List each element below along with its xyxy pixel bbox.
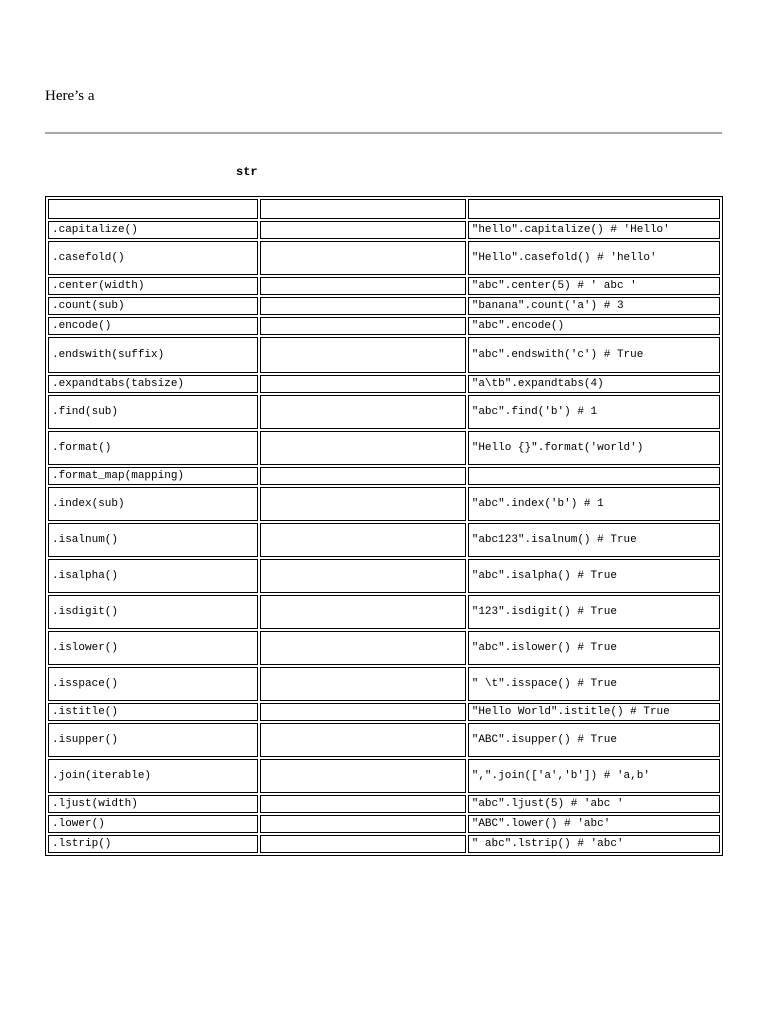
example-cell: "hello".capitalize() # 'Hello' bbox=[468, 221, 720, 239]
description-cell bbox=[260, 795, 466, 813]
example-cell: "abc".ljust(5) # 'abc ' bbox=[468, 795, 720, 813]
table-row bbox=[48, 595, 720, 629]
method-cell: .join(iterable) bbox=[48, 759, 258, 793]
description-cell bbox=[260, 241, 466, 275]
table-row bbox=[48, 667, 720, 701]
header-cell-method bbox=[48, 199, 258, 219]
description-cell bbox=[260, 835, 466, 853]
example-cell: "abc".isalpha() # True bbox=[468, 559, 720, 593]
table-row bbox=[48, 467, 720, 485]
description-cell bbox=[260, 317, 466, 335]
example-cell: "a\tb".expandtabs(4) bbox=[468, 375, 720, 393]
table-row bbox=[48, 559, 720, 593]
example-cell: "abc".encode() bbox=[468, 317, 720, 335]
table-row bbox=[48, 241, 720, 275]
example-cell: " \t".isspace() # True bbox=[468, 667, 720, 701]
example-cell: "ABC".lower() # 'abc' bbox=[468, 815, 720, 833]
method-cell: .isspace() bbox=[48, 667, 258, 701]
table-row bbox=[48, 723, 720, 757]
header-cell-example bbox=[468, 199, 720, 219]
table-row bbox=[48, 317, 720, 335]
method-cell: .endswith(suffix) bbox=[48, 337, 258, 373]
method-cell: .expandtabs(tabsize) bbox=[48, 375, 258, 393]
method-cell: .ljust(width) bbox=[48, 795, 258, 813]
description-cell bbox=[260, 595, 466, 629]
method-cell: .lower() bbox=[48, 815, 258, 833]
method-cell: .isupper() bbox=[48, 723, 258, 757]
description-cell bbox=[260, 431, 466, 465]
example-cell: "Hello".casefold() # 'hello' bbox=[468, 241, 720, 275]
example-cell: "abc".center(5) # ' abc ' bbox=[468, 277, 720, 295]
description-cell bbox=[260, 523, 466, 557]
method-cell: .encode() bbox=[48, 317, 258, 335]
description-cell bbox=[260, 759, 466, 793]
example-cell: "abc123".isalnum() # True bbox=[468, 523, 720, 557]
example-cell: "Hello World".istitle() # True bbox=[468, 703, 720, 721]
method-cell: .find(sub) bbox=[48, 395, 258, 429]
description-cell bbox=[260, 559, 466, 593]
table-row bbox=[48, 221, 720, 239]
table-header-row bbox=[48, 199, 720, 219]
example-cell: "abc".index('b') # 1 bbox=[468, 487, 720, 521]
method-cell: .casefold() bbox=[48, 241, 258, 275]
table-row bbox=[48, 375, 720, 393]
description-cell bbox=[260, 277, 466, 295]
description-cell bbox=[260, 297, 466, 315]
example-cell: "abc".find('b') # 1 bbox=[468, 395, 720, 429]
table-row bbox=[48, 631, 720, 665]
description-cell bbox=[260, 375, 466, 393]
table-row bbox=[48, 795, 720, 813]
method-cell: .isalpha() bbox=[48, 559, 258, 593]
method-cell: .index(sub) bbox=[48, 487, 258, 521]
example-cell: "ABC".isupper() # True bbox=[468, 723, 720, 757]
method-cell: .istitle() bbox=[48, 703, 258, 721]
example-cell: " abc".lstrip() # 'abc' bbox=[468, 835, 720, 853]
table-row bbox=[48, 277, 720, 295]
intro-text: Here’s a bbox=[45, 88, 95, 104]
description-cell bbox=[260, 667, 466, 701]
table-row bbox=[48, 815, 720, 833]
table-row bbox=[48, 703, 720, 721]
table-row bbox=[48, 395, 720, 429]
description-cell bbox=[260, 487, 466, 521]
method-cell: .isdigit() bbox=[48, 595, 258, 629]
example-cell: ",".join(['a','b']) # 'a,b' bbox=[468, 759, 720, 793]
table-row bbox=[48, 835, 720, 853]
table-row bbox=[48, 431, 720, 465]
table-heading-code: str bbox=[236, 165, 258, 179]
method-cell: .capitalize() bbox=[48, 221, 258, 239]
table-row bbox=[48, 487, 720, 521]
table-row bbox=[48, 523, 720, 557]
method-cell: .islower() bbox=[48, 631, 258, 665]
method-cell: .format() bbox=[48, 431, 258, 465]
description-cell bbox=[260, 703, 466, 721]
method-cell: .count(sub) bbox=[48, 297, 258, 315]
method-cell: .isalnum() bbox=[48, 523, 258, 557]
example-cell: "banana".count('a') # 3 bbox=[468, 297, 720, 315]
method-cell: .format_map(mapping) bbox=[48, 467, 258, 485]
header-cell-description bbox=[260, 199, 466, 219]
table-row bbox=[48, 337, 720, 373]
description-cell bbox=[260, 723, 466, 757]
example-cell: "123".isdigit() # True bbox=[468, 595, 720, 629]
method-cell: .center(width) bbox=[48, 277, 258, 295]
horizontal-rule bbox=[45, 132, 722, 134]
table-row bbox=[48, 759, 720, 793]
method-cell: .lstrip() bbox=[48, 835, 258, 853]
description-cell bbox=[260, 395, 466, 429]
description-cell bbox=[260, 337, 466, 373]
description-cell bbox=[260, 221, 466, 239]
example-cell: "Hello {}".format('world') bbox=[468, 431, 720, 465]
description-cell bbox=[260, 631, 466, 665]
table-body bbox=[48, 199, 720, 853]
table-row bbox=[48, 297, 720, 315]
description-cell bbox=[260, 467, 466, 485]
example-cell: "abc".islower() # True bbox=[468, 631, 720, 665]
description-cell bbox=[260, 815, 466, 833]
example-cell bbox=[468, 467, 720, 485]
example-cell: "abc".endswith('c') # True bbox=[468, 337, 720, 373]
string-methods-table bbox=[45, 196, 723, 856]
